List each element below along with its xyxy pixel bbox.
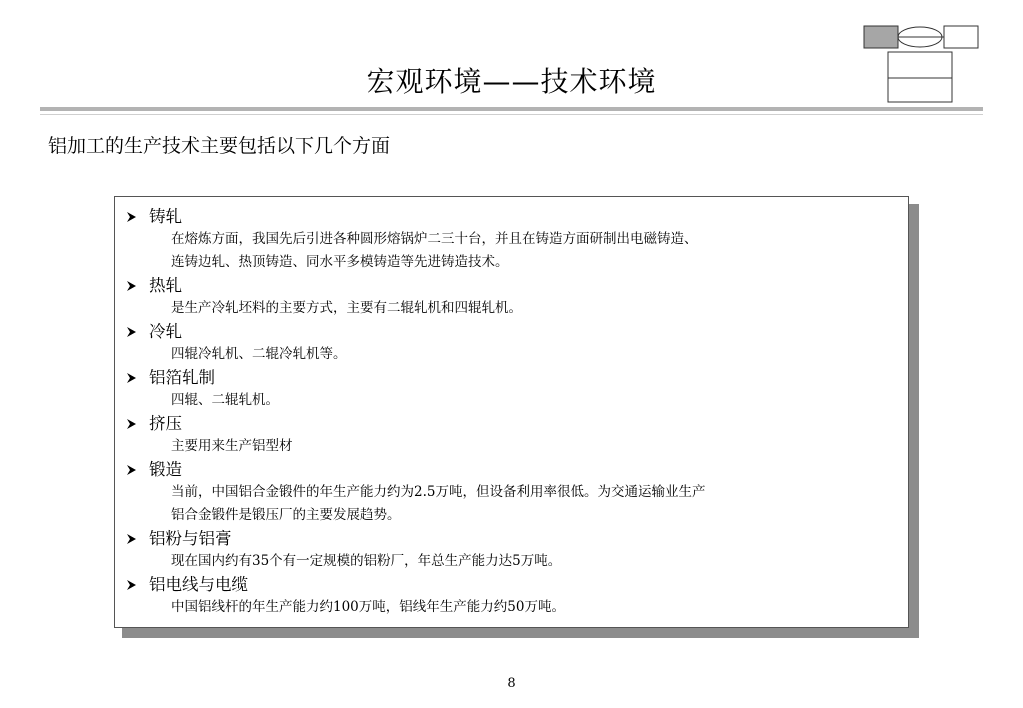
list-item-title: 冷轧: [149, 322, 182, 341]
content-box: [114, 196, 909, 628]
description-line: 在熔炼方面，我国先后引进各种圆形熔锅炉二三十台，并且在铸造方面研制出电磁铸造、: [171, 231, 698, 247]
list-item-description: [115, 228, 908, 274]
arrowhead-bullet-icon: [125, 274, 141, 297]
list-item-title: 铝粉与铝膏: [149, 529, 232, 548]
list-item-title: 铝箔轧制: [149, 368, 215, 387]
list-item-description: [115, 550, 908, 573]
description-line: 四辊冷轧机、二辊冷轧机等。: [171, 346, 347, 362]
list-item: [115, 205, 908, 274]
list-item-heading: [115, 205, 908, 228]
arrowhead-bullet-icon: [125, 573, 141, 596]
page-number: 8: [507, 676, 516, 691]
list-item: [115, 320, 908, 366]
list-item-title: 铝电线与电缆: [149, 575, 248, 594]
intro-text: 铝加工的生产技术主要包括以下几个方面: [48, 135, 391, 157]
arrowhead-bullet-icon: [125, 458, 141, 481]
title-divider-thin: [40, 114, 983, 115]
arrowhead-bullet-icon: [125, 205, 141, 228]
description-line: 当前，中国铝合金锻件的年生产能力约为2.5万吨，但设备利用率很低。为交通运输业生产: [171, 484, 706, 500]
description-line: 连铸边轧、热顶铸造、同水平多模铸造等先进铸造技术。: [171, 254, 509, 270]
list-item-description: [115, 297, 908, 320]
list-item-title: 挤压: [149, 414, 182, 433]
list-item-heading: [115, 573, 908, 596]
list-item-heading: [115, 458, 908, 481]
list-item-heading: [115, 320, 908, 343]
list-item: [115, 573, 908, 619]
list-item-title: 铸轧: [149, 207, 182, 226]
list-item-title: 锻造: [149, 460, 182, 479]
list-item-description: [115, 596, 908, 619]
list-item-heading: [115, 412, 908, 435]
list-item: [115, 458, 908, 527]
list-item: [115, 412, 908, 458]
page-title: 宏观环境——技术环境: [366, 65, 657, 98]
list-item-heading: [115, 527, 908, 550]
list-item-heading: [115, 274, 908, 297]
list-item-description: [115, 389, 908, 412]
list-item: [115, 366, 908, 412]
arrowhead-bullet-icon: [125, 320, 141, 343]
description-line: 四辊、二辊轧机。: [171, 392, 279, 408]
arrowhead-bullet-icon: [125, 412, 141, 435]
list-item-description: [115, 435, 908, 458]
arrowhead-bullet-icon: [125, 366, 141, 389]
description-line: 中国铝线杆的年生产能力约100万吨，铝线年生产能力约50万吨。: [171, 599, 565, 615]
description-line: 铝合金锻件是锻压厂的主要发展趋势。: [171, 507, 401, 523]
list-item-description: [115, 481, 908, 527]
description-line: 现在国内约有35个有一定规模的铝粉厂，年总生产能力达5万吨。: [171, 553, 562, 569]
list-item-title: 热轧: [149, 276, 182, 295]
list-item-heading: [115, 366, 908, 389]
description-line: 主要用来生产铝型材: [171, 438, 293, 454]
title-divider: [40, 107, 983, 111]
list-item: [115, 274, 908, 320]
description-line: 是生产冷轧坯料的主要方式，主要有二辊轧机和四辊轧机。: [171, 300, 522, 316]
arrowhead-bullet-icon: [125, 527, 141, 550]
list-item: [115, 527, 908, 573]
list-item-description: [115, 343, 908, 366]
